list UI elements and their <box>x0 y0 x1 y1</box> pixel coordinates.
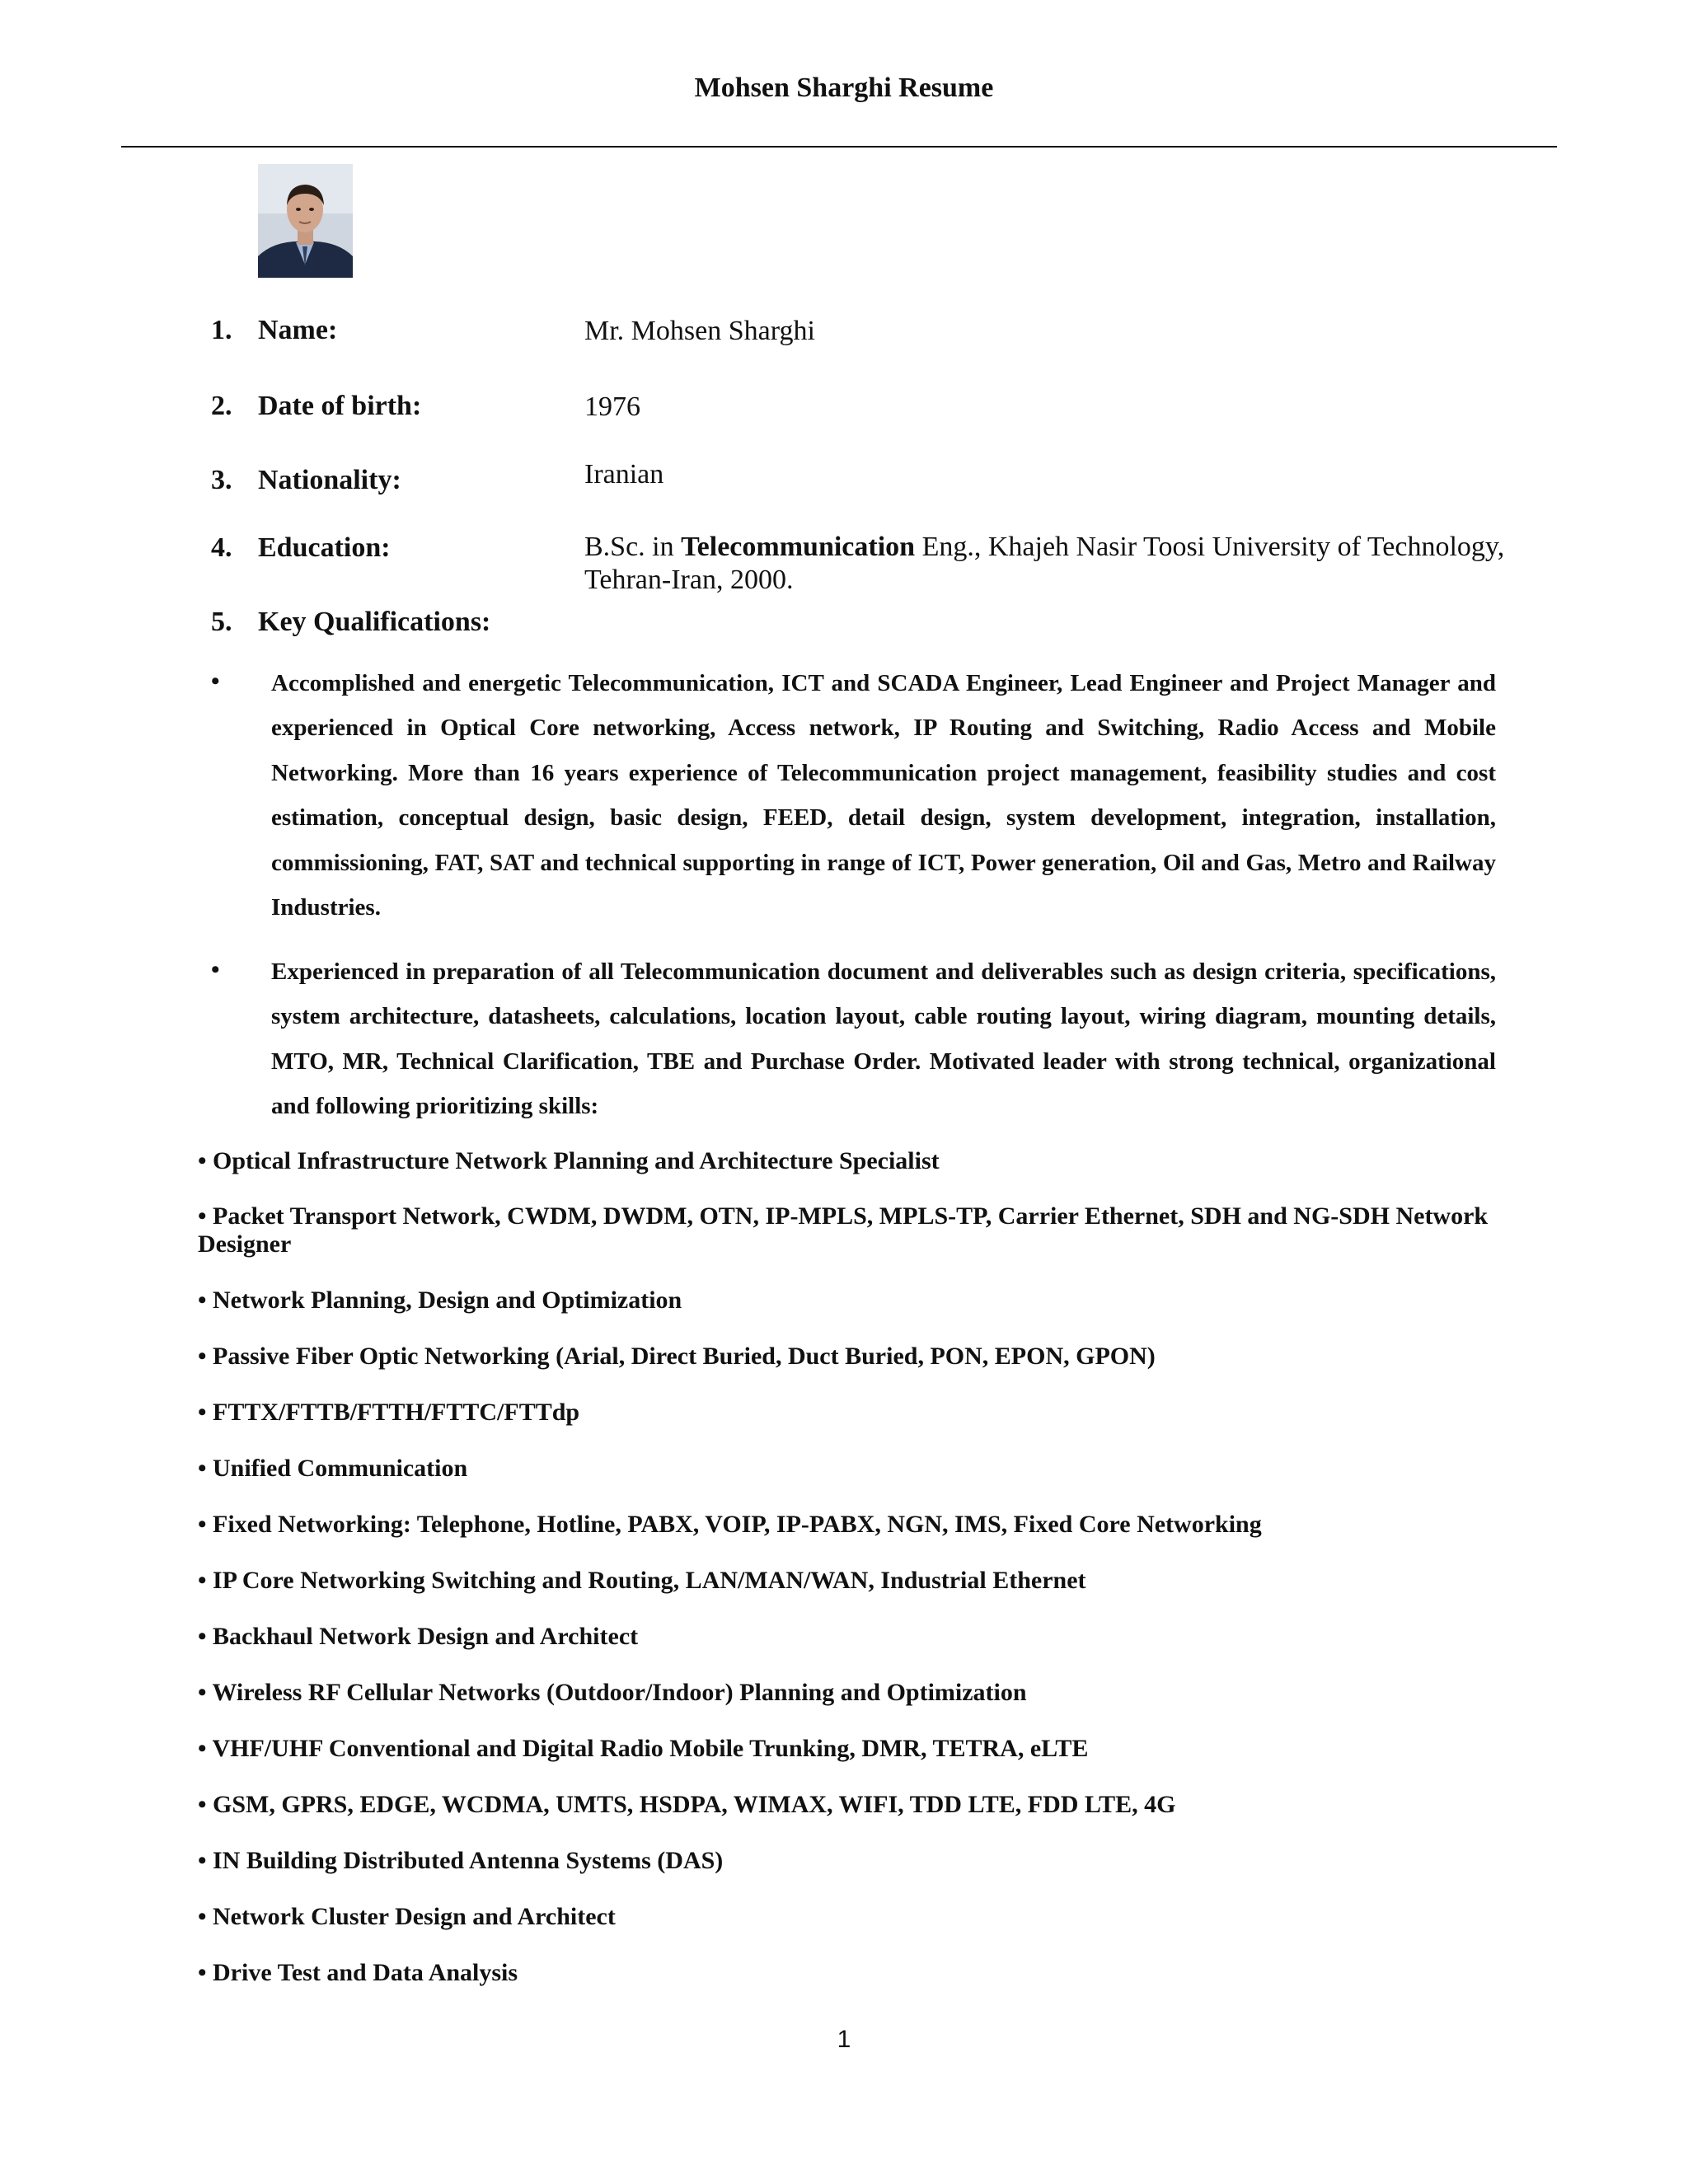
list-item: • Unified Communication <box>198 1455 468 1482</box>
field-label: Education: <box>258 532 391 563</box>
field-value: Iranian <box>584 459 664 490</box>
field-label: Nationality: <box>258 465 401 495</box>
field-value <box>584 531 1507 597</box>
skills-list <box>198 1147 1517 1987</box>
bullet-icon: • <box>211 668 220 695</box>
field-number: 4. <box>211 532 232 563</box>
portrait-photo-icon <box>258 164 353 278</box>
list-item: • Drive Test and Data Analysis <box>198 1959 518 1986</box>
qualification-paragraph: Accomplished and energetic Telecommunication, ICT and SCADA Engineer, Lead Engineer and Project Manager and experienced in Optical Core networking, Access network, IP Routing and Switching, Radio Access and Mobile Networking. More than 16 years experience of Telecommunication project management, feasibility studies and cost estimation, conceptual design, basic design, FEED, detail design, system development, integration, installation, commissioning, FAT, SAT and technical supporting in range of ICT, Power generation, Oil and Gas, Metro and Railway Industries. <box>271 670 1496 921</box>
header-divider <box>121 146 1557 148</box>
page-title: Mohsen Sharghi Resume <box>694 73 994 103</box>
list-item: • Passive Fiber Optic Networking (Arial, Direct Buried, Duct Buried, PON, EPON, GPON) <box>198 1343 1156 1370</box>
list-item: • VHF/UHF Conventional and Digital Radio Mobile Trunking, DMR, TETRA, eLTE <box>198 1735 1089 1762</box>
portrait-photo-svg <box>258 164 353 278</box>
field-label: Key Qualifications: <box>258 607 491 637</box>
field-number: 1. <box>211 315 232 345</box>
field-value: Mr. Mohsen Sharghi <box>584 316 815 346</box>
field-label: Date of birth: <box>258 391 422 421</box>
list-item: • Network Cluster Design and Architect <box>198 1903 616 1930</box>
list-item: • FTTX/FTTB/FTTH/FTTC/FTTdp <box>198 1399 580 1426</box>
education-institution: Eng., Khajeh Nasir Toosi University of Technology, Tehran-Iran, 2000. <box>584 532 1505 595</box>
field-number: 2. <box>211 391 232 421</box>
list-item: • Network Planning, Design and Optimization <box>198 1286 682 1314</box>
list-item: • Optical Infrastructure Network Planning and Architecture Specialist <box>198 1147 940 1174</box>
bullet-icon: • <box>211 956 220 983</box>
field-number: 5. <box>211 607 232 637</box>
list-item: • IN Building Distributed Antenna Systems (DAS) <box>198 1847 724 1874</box>
qualification-paragraph: Experienced in preparation of all Telecommunication document and deliverables such as design criteria, specifications, system architecture, datasheets, calculations, location layout, cable routing layout, wiring diagram, mounting details, MTO, MR, Technical Clarification, TBE and Purchase Order. Motivated leader with strong technical, organizational and following prioritizing skills: <box>271 958 1496 1120</box>
page-number: 1 <box>837 2026 851 2053</box>
list-item: • Packet Transport Network, CWDM, DWDM, OTN, IP-MPLS, MPLS-TP, Carrier Ethernet, SDH and NG-SDH Network Designer <box>198 1202 1489 1258</box>
list-item: • Backhaul Network Design and Architect <box>198 1623 639 1650</box>
education-degree: B.Sc. in <box>584 532 682 562</box>
field-label: Name: <box>258 315 338 345</box>
list-item: • IP Core Networking Switching and Routing, LAN/MAN/WAN, Industrial Ethernet <box>198 1567 1086 1594</box>
list-item: • GSM, GPRS, EDGE, WCDMA, UMTS, HSDPA, WIMAX, WIFI, TDD LTE, FDD LTE, 4G <box>198 1791 1176 1818</box>
list-item: • Fixed Networking: Telephone, Hotline, PABX, VOIP, IP-PABX, NGN, IMS, Fixed Core Networking <box>198 1511 1262 1538</box>
field-value: 1976 <box>584 391 640 422</box>
field-number: 3. <box>211 465 232 495</box>
list-item: • Wireless RF Cellular Networks (Outdoor/Indoor) Planning and Optimization <box>198 1679 1027 1706</box>
education-field: Telecommunication <box>681 532 916 562</box>
